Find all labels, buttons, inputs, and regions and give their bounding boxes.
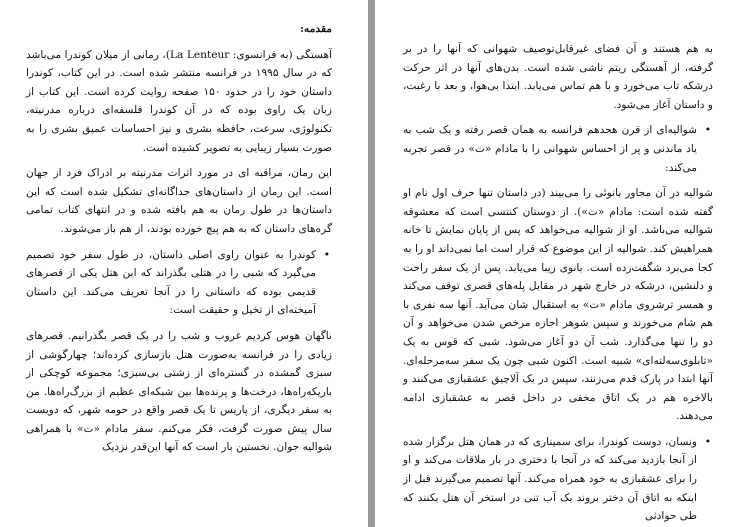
continued-paragraph: به هم هستند و آن فضای غیرقابل‌توصیف شهوانی که آنها را در بر گرفته، از آهستگی ریتم ناشی شده است. بدن‌های آنها در اثر حرکت درشکه تاب می‌خورد و با هم تماس می‌یابد. ابتدا بی‌هوا، و بعد با رغبت، و داستان آغاز می‌شود.	[403, 43, 713, 111]
left-page-text	[26, 20, 332, 457]
narrator-bullet: • کوندرا به عنوان راوی اصلی داستان، در طول سفر خود تصمیم می‌گیرد که شبی را در هتلی بگذراند که این هتل یکی از قصرهای قدیمی بوده که داستانی را در آنجا تعریف می‌کند. این داستان آمیخته‌ای از تخیل و حقیقت است:	[26, 246, 332, 320]
right-page-text	[403, 40, 713, 526]
section-heading: مقدمه:	[300, 23, 332, 35]
intro-paragraph: آهستگی (به فرانسوی: La Lenteur)، رمانی از میلان کوندرا می‌باشد که در سال ۱۹۹۵ در فرانسه منتشر شده است. در این کتاب، کوندرا داستان خود را در حدود ۱۵۰ صفحه روایت کرده است. این کتاب از زبان یک راوی بوده که در آن کوندرا فلسفه‌ای درباره مدرنیته، تکنولوژی، سرعت، حافظه بشری و نیز احساسات عمیق بشری را به صورت بسیار زیبایی به تصویر کشیده است.	[26, 48, 332, 154]
page-gutter	[368, 0, 375, 527]
structure-paragraph: این رمان، مراقبه ای در مورد اثرات مدرنیته بر ادراک فرد از جهان است. این رمان از داستان‌های جداگانه‌ای تشکیل شده است که این داستان‌ها در طول رمان به هم بافته شده و در انتهای کتاب تمامی گره‌های داستان که به هم پیچ خورده بودند، از هم باز می‌شوند.	[26, 167, 332, 235]
vincent-bullet: • ونسان، دوست کوندرا، برای سمیناری که در همان هتل برگزار شده از آنجا بازدید می‌کند که در آنجا با دختری در بار ملاقات می‌کند و او را برای عشقبازی به خود همراه می‌کند. آنها تصمیم می‌گیرند قبل از اینکه به اتاق آن دختر بروند یک آب تنی در استخر آن هتل بکنند که طی حوادثی	[403, 433, 713, 526]
left-page	[0, 0, 368, 527]
novel-quote: ناگهان هوس کردیم غروب و شب را در یک قصر بگذرانیم. قصرهای زیادی را در فرانسه به‌صورت هتل بازسازی کرده‌اند؛ چهارگوشی از سبزی گمشده در گستره‌ای از زشتی بی‌سبزی؛ مجموعه کوچکی از باریکه‌راه‌ها، درخت‌ها و پرنده‌ها بین شبکه‌ای عظیم از بزرگ‌راه‌ها. من به سفر دیگری، از پاریس تا یک قصر واقع در حومه شهر، که دویست سال پیش صورت گرفت، فکر می‌کنم. سفر مادام «ت» با همراهی شوالیه جوان. نخستین بار است که آنها این‌قدر نزدیک	[26, 329, 332, 454]
right-page	[375, 0, 755, 527]
chevalier-quote: شوالیه در آن مجاور بانوئی را می‌بیند (در داستان تنها حرف اول نام او گفته شده است: مادام «ت»). از دوستان کنتسی است که معشوقه شوالیه می‌باشد. او از شوالیه می‌خواهد که پس از پایان نمایش تا خانه همراهیش کند. شوالیه از این موضوع که قرار است اما نمی‌داند او را به کجا می‌برد شگفت‌زده است. بانوی زیبا می‌یابد. پس از یک سفر راحت و دلنشین، درشکه در خارج شهر در مقابل پله‌های قصری توقف می‌کند و همسر ترشروی مادام «ت» به استقبال شان می‌آید. آنها سه نفری با هم شام می‌خورند و سپس شوهر اجازه مرخص شدن می‌خواهد و آن دو را تنها می‌گذارد. شب آن دو آغاز می‌شود. شبی که قوس به یک «تابلوی‌سه‌لته‌ای» شبیه است. اکنون شبی چون یک سفر سه‌مرحله‌ای. آنها ابتدا در پارک قدم می‌زنند، سپس در یک آلاچیق عشقبازی می‌کنند و بالاخره هم در یک اتاق مخفی در داخل قصر به عشقبازی ادامه می‌دهند.	[403, 187, 713, 423]
chevalier-bullet: • شوالیه‌ای از قرن هجدهم فرانسه به همان قصر رفته و یک شب به یاد ماندنی و پر از احساس شهوانی را با مادام «ت» در قصر تجربه می‌کند:	[403, 121, 713, 177]
